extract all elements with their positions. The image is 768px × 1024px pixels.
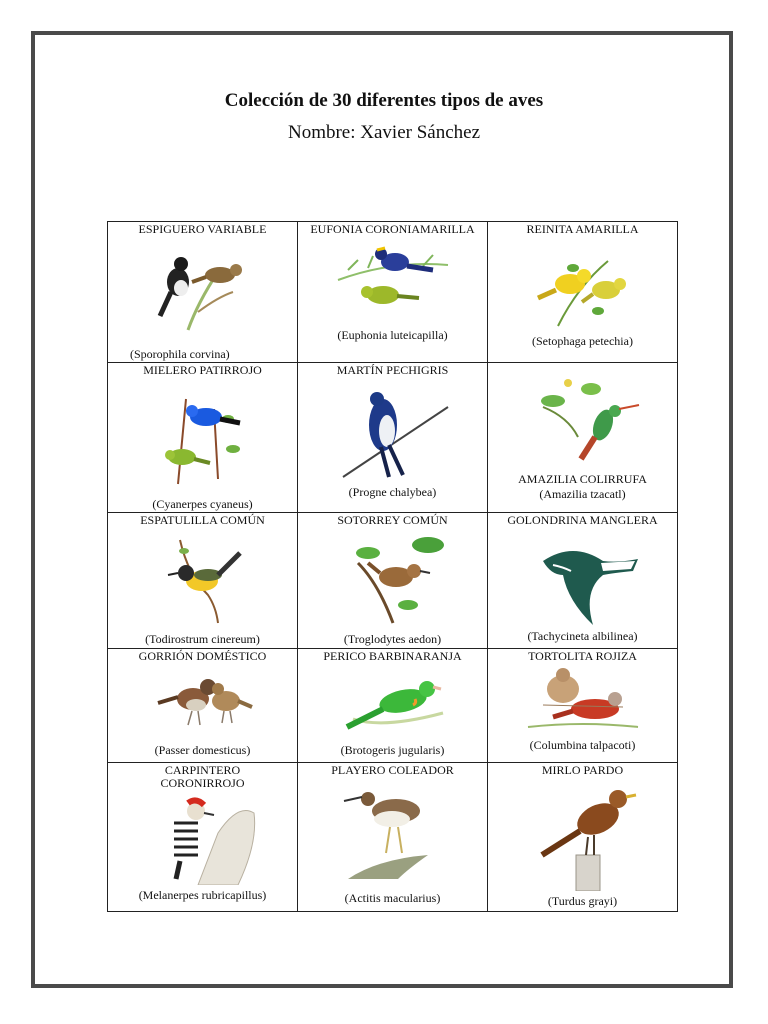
parakeet-illustration [333,669,453,739]
bird-scientific-name: (Columbina talpacoti) [529,738,636,752]
bird-common-name: PLAYERO COLEADOR [331,763,454,777]
honeycreeper-illustration [148,389,258,489]
ground-dove-illustration [523,665,643,735]
bird-cell [298,649,488,763]
bird-scientific-name: (Euphonia luteicapilla) [337,328,448,342]
bird-cell [108,513,298,649]
bird-common-name: MIRLO PARDO [541,763,624,777]
author-name: Nombre: Xavier Sánchez [287,122,481,143]
bird-scientific-name: (Passer domesticus) [154,743,251,757]
sparrow-illustration [148,667,258,737]
bird-cell [108,363,298,513]
bird-common-name: MARTÍN PECHIGRIS [336,363,449,377]
bird-cell [108,649,298,763]
bird-scientific-name: (Troglodytes aedon) [343,632,442,646]
bird-common-name: TORTOLITA ROJIZA [528,649,637,663]
bird-common-name: ESPIGUERO VARIABLE [138,222,267,236]
bird-scientific-name: (Todirostrum cinereum) [145,632,260,646]
martin-illustration [333,385,453,485]
bird-common-name: EUFONIA CORONIAMARILLA [310,222,475,236]
euphonia-illustration [333,240,453,325]
bird-scientific-name: (Amazilia tzacatl) [539,487,626,501]
bird-common-name: MIELERO PATIRROJO [143,363,262,377]
bird-cell [488,222,678,363]
bird-common-name: GORRIÓN DOMÉSTICO [138,649,267,663]
bird-cell [488,513,678,649]
bird-common-name: REINITA AMARILLA [526,222,639,236]
bird-scientific-name: (Tachycineta albilinea) [527,629,638,643]
bird-common-name: PERICO BARBINARANJA [323,649,462,663]
bird-scientific-name: (Melanerpes rubricapillus) [138,888,267,902]
bird-table [107,221,678,912]
swallow-illustration [523,531,643,627]
bird-cell [298,763,488,912]
document-title: Colección de 30 diferentes tipos de aves [224,90,544,111]
flycatcher-illustration [148,535,258,625]
bird-common-name: GOLONDRINA MANGLERA [507,513,658,527]
bird-scientific-name: (Turdus grayi) [547,894,618,908]
bird-common-name: ESPATULILLA COMÚN [140,513,265,527]
bird-cell [488,763,678,912]
warbler-illustration [528,246,638,328]
bird-common-name: CARPINTERO CORONIRROJO [160,763,245,790]
bird-common-name: SOTORREY COMÚN [337,513,448,527]
bird-scientific-name: (Cyanerpes cyaneus) [152,497,253,511]
seedeater-illustration [148,242,258,332]
hummingbird-illustration [523,377,643,469]
bird-cell [488,649,678,763]
bird-scientific-name: (Setophaga petechia) [532,334,633,348]
bird-cell [298,222,488,363]
bird-cell [488,363,678,513]
bird-scientific-name: (Actitis macularius) [344,891,441,905]
thrush-illustration [528,779,638,891]
bird-cell [298,513,488,649]
bird-cell [298,363,488,513]
bird-cell [108,222,298,363]
bird-scientific-name: (Brotogeris jugularis) [340,743,445,757]
bird-scientific-name: (Progne chalybea) [348,485,437,499]
bird-scientific-name: (Sporophila corvina) [130,347,230,361]
woodpecker-illustration [148,793,258,885]
sandpiper-illustration [338,779,448,883]
bird-common-name: AMAZILIA COLIRRUFA [518,472,647,486]
bird-cell [108,763,298,912]
wren-illustration [338,533,448,625]
